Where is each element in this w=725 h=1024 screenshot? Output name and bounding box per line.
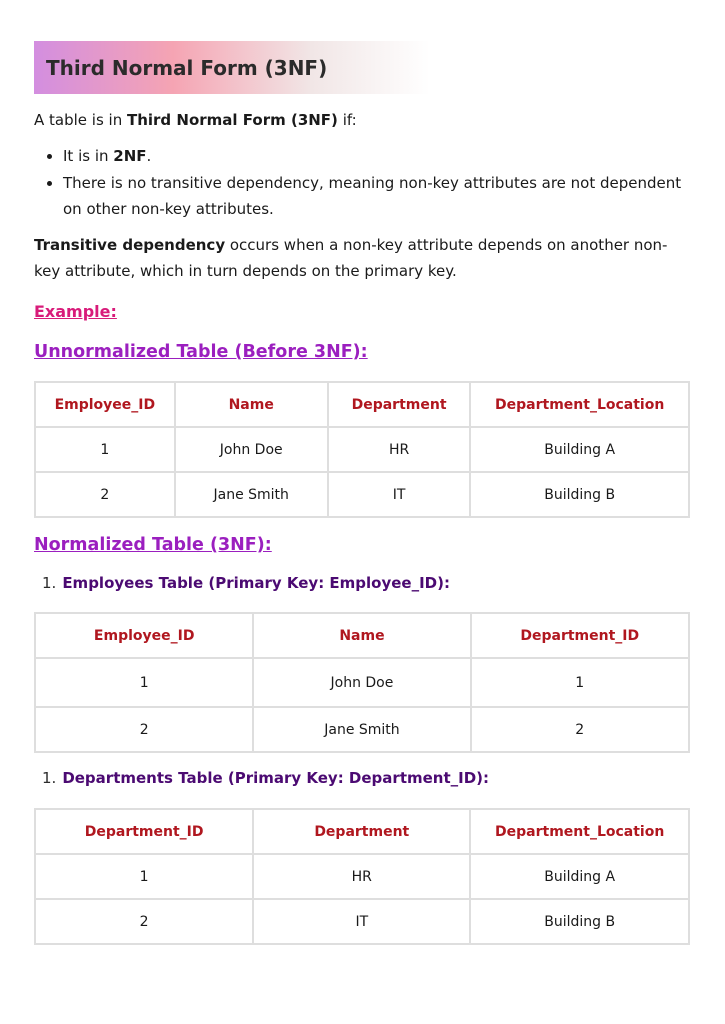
table-cell: 1: [35, 427, 175, 472]
list-number: 1.: [42, 769, 57, 787]
employees-table: [34, 612, 690, 753]
list-item-bold: 2NF: [113, 147, 147, 165]
table-row: [35, 658, 689, 707]
table-cell: 1: [471, 658, 690, 707]
column-header: Department_Location: [470, 809, 689, 854]
column-header: Employee_ID: [35, 613, 253, 658]
transitive-bold: Transitive dependency: [34, 236, 226, 254]
normalized-heading: Normalized Table (3NF):: [34, 535, 272, 555]
transitive-paragraph: [34, 232, 690, 284]
column-header: Name: [253, 613, 470, 658]
table-cell: Building B: [470, 472, 689, 517]
unnormalized-heading: Unnormalized Table (Before 3NF):: [34, 342, 368, 362]
table-row: [35, 427, 689, 472]
departments-table-label: Departments Table (Primary Key: Department_ID):: [62, 769, 490, 787]
transitive-text: occurs when a non-key attribute depends on another non-key attribute, which in turn depends on the primary key.: [34, 236, 668, 280]
intro-text: A table is in: [34, 111, 127, 129]
column-header: Employee_ID: [35, 382, 175, 427]
table-cell: Building B: [470, 899, 689, 944]
column-header: Department_ID: [471, 613, 690, 658]
intro-suffix: if:: [337, 111, 357, 129]
page-title: Third Normal Form (3NF): [46, 55, 328, 80]
table-cell: 2: [35, 472, 175, 517]
list-item: [63, 143, 690, 169]
departments-table-title: [34, 765, 690, 791]
table-header-row: [35, 809, 689, 854]
conditions-list: [34, 143, 690, 222]
table-cell: John Doe: [253, 658, 470, 707]
column-header: Department: [328, 382, 471, 427]
title-banner: [34, 41, 430, 94]
unnormalized-table: [34, 381, 690, 518]
intro-paragraph: [34, 107, 690, 133]
table-header-row: [35, 382, 689, 427]
table-cell: Jane Smith: [253, 707, 470, 752]
table-cell: 1: [35, 854, 253, 899]
table-row: [35, 854, 689, 899]
column-header: Department: [253, 809, 470, 854]
employees-table-title: [34, 570, 690, 596]
list-item: [63, 170, 690, 222]
column-header: Department_Location: [470, 382, 689, 427]
table-cell: Jane Smith: [175, 472, 328, 517]
list-item-text: It is in: [63, 147, 114, 165]
table-cell: HR: [328, 427, 471, 472]
list-item-text: There is no transitive dependency, meaning non-key attributes are not dependent on other non-key attributes.: [63, 174, 682, 218]
table-cell: Building A: [470, 854, 689, 899]
employees-table-label: Employees Table (Primary Key: Employee_ID):: [62, 574, 450, 592]
intro-bold: Third Normal Form (3NF): [126, 111, 338, 129]
table-cell: HR: [253, 854, 470, 899]
column-header: Name: [175, 382, 328, 427]
table-row: [35, 472, 689, 517]
list-item-suffix: .: [146, 147, 152, 165]
departments-table: [34, 808, 690, 945]
table-row: [35, 899, 689, 944]
document-page: [34, 41, 690, 945]
table-cell: 1: [35, 658, 253, 707]
table-cell: Building A: [470, 427, 689, 472]
table-cell: IT: [253, 899, 470, 944]
table-cell: John Doe: [175, 427, 328, 472]
example-label: Example:: [34, 302, 117, 321]
table-cell: IT: [328, 472, 471, 517]
list-number: 1.: [42, 574, 57, 592]
table-row: [35, 707, 689, 752]
table-header-row: [35, 613, 689, 658]
column-header: Department_ID: [35, 809, 253, 854]
table-cell: 2: [471, 707, 690, 752]
table-cell: 2: [35, 899, 253, 944]
table-cell: 2: [35, 707, 253, 752]
